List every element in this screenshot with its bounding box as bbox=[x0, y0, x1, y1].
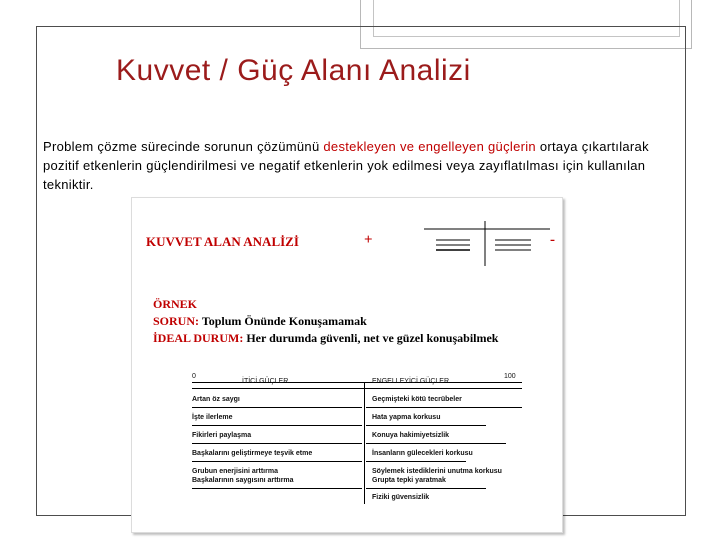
force-underline bbox=[366, 425, 486, 426]
problem-value: Toplum Önünde Konuşamamak bbox=[201, 314, 367, 328]
driving-force-item: Fikirleri paylaşma bbox=[192, 432, 252, 439]
driving-force-item: Başkalarının saygısını arttırma bbox=[192, 477, 294, 484]
scale-min: 0 bbox=[192, 373, 196, 380]
restraining-force-item: Fiziki güvensizlik bbox=[372, 494, 430, 501]
restraining-force-item: Geçmişteki kötü tecrübeler bbox=[372, 396, 462, 403]
restraining-force-item: Konuya hakimiyetsizlik bbox=[372, 432, 450, 439]
ideal-line bbox=[153, 330, 498, 347]
force-field-document-image bbox=[131, 197, 563, 533]
minus-sign: - bbox=[550, 232, 555, 248]
driving-force-item: Başkalarını geliştirmeye teşvik etme bbox=[192, 450, 313, 457]
example-label: ÖRNEK bbox=[153, 297, 198, 311]
driving-force-item: İşte ilerleme bbox=[192, 414, 233, 421]
slide-body-text bbox=[43, 137, 653, 194]
driving-force-item: Grubun enerjisini arttırma bbox=[192, 468, 278, 475]
header-line bbox=[192, 388, 522, 389]
force-underline bbox=[192, 461, 362, 462]
body-text-end: ortaya çıkartılarak pozitif etkenlerin güçlendirilmesi ve negatif etkenlerin yok edilmesi veya zayıflatılması için kullanılan tekniktir. bbox=[43, 139, 649, 192]
restraining-force-item: Grupta tepki yaratmak bbox=[372, 477, 446, 484]
example-block bbox=[153, 296, 498, 347]
center-divider bbox=[364, 382, 365, 504]
plus-sign: + bbox=[364, 232, 373, 248]
ideal-value: Her durumda güvenli, net ve güzel konuşabilmek bbox=[246, 331, 499, 345]
body-text-highlight: destekleyen ve engelleyen güçlerin bbox=[323, 139, 536, 154]
problem-line bbox=[153, 313, 498, 330]
restraining-force-item: Söylemek istediklerini unutma korkusu bbox=[372, 468, 502, 475]
force-underline bbox=[366, 443, 506, 444]
force-underline bbox=[192, 407, 362, 408]
ideal-label: İDEAL DURUM: bbox=[153, 331, 244, 345]
scale-max: 100 bbox=[504, 373, 516, 380]
driving-force-item: Artan öz saygı bbox=[192, 396, 240, 403]
force-field-mini-diagram bbox=[424, 218, 554, 270]
force-underline bbox=[366, 407, 522, 408]
force-underline bbox=[192, 443, 362, 444]
force-underline bbox=[192, 425, 362, 426]
document-heading: KUVVET ALAN ANALİZİ bbox=[146, 234, 299, 249]
restraining-force-item: İnsanların gülecekleri korkusu bbox=[372, 450, 473, 457]
slide-title: Kuvvet / Güç Alanı Analizi bbox=[116, 54, 471, 87]
problem-label: SORUN: bbox=[153, 314, 200, 328]
body-text-start: Problem çözme sürecinde sorunun çözümünü bbox=[43, 139, 324, 154]
driving-forces-header: İTİCİ GÜÇLER bbox=[242, 378, 289, 385]
force-underline bbox=[366, 461, 466, 462]
restraining-force-item: Hata yapma korkusu bbox=[372, 414, 441, 421]
force-underline bbox=[192, 488, 362, 489]
restraining-forces-header: ENGELLEYİCİ GÜÇLER bbox=[372, 378, 450, 385]
force-underline bbox=[366, 488, 486, 489]
